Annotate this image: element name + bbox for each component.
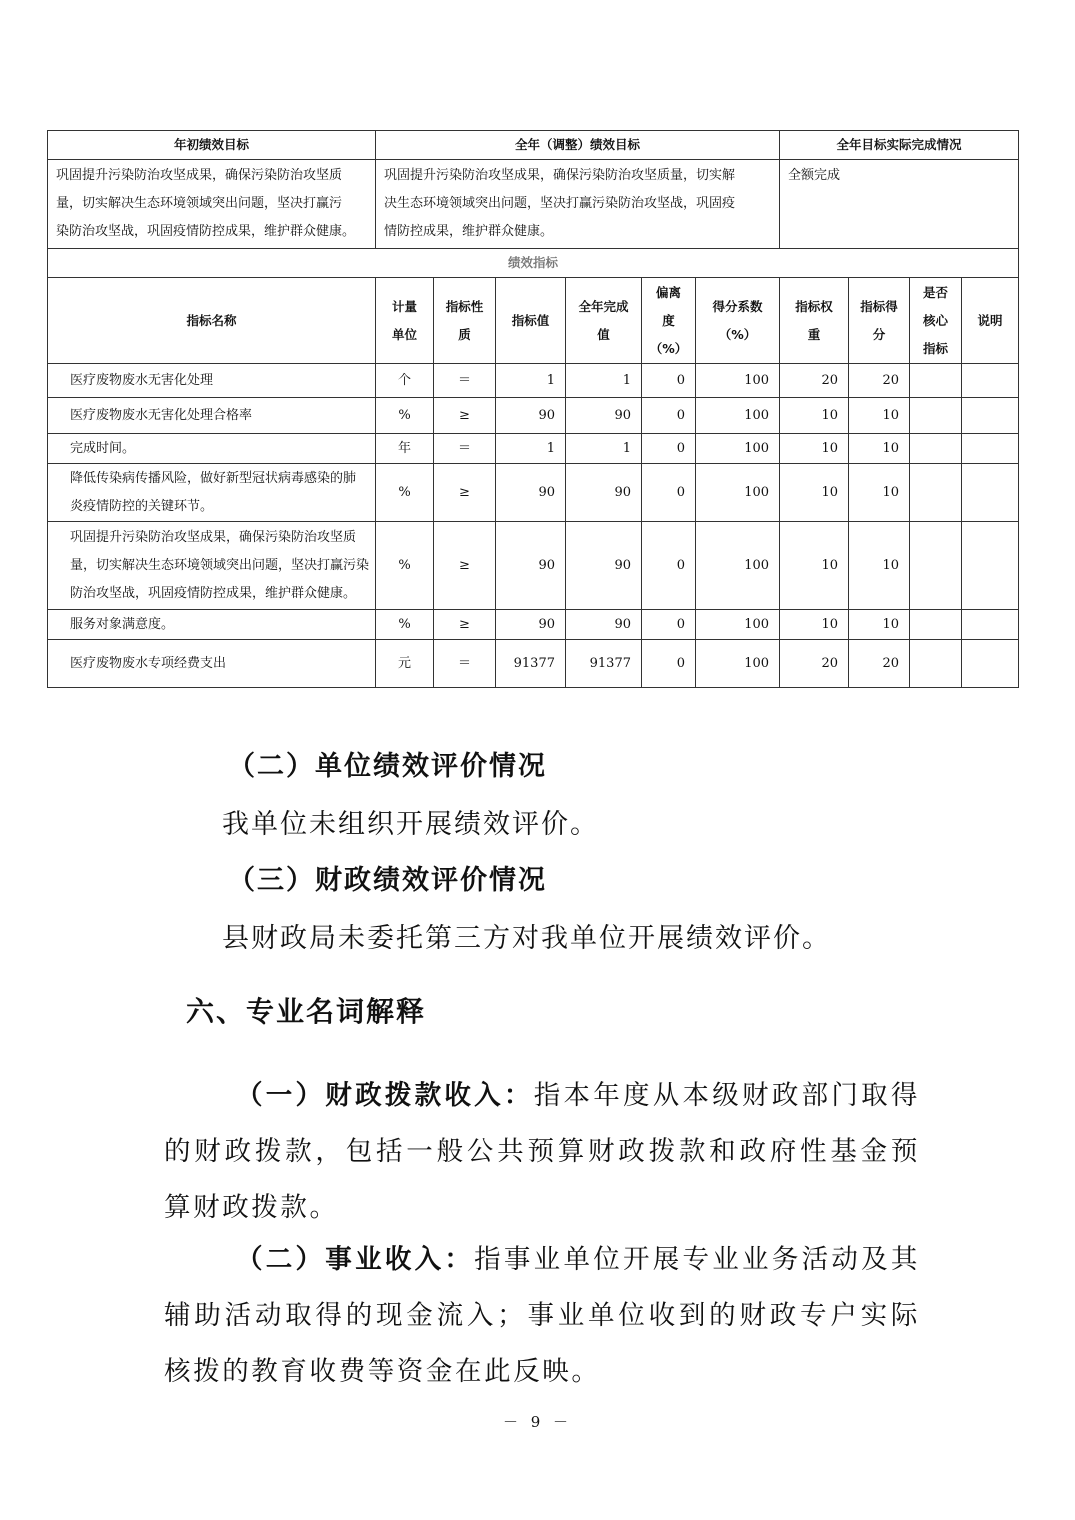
cell-weight: 10: [780, 610, 849, 640]
cell-completed: 90: [566, 464, 642, 522]
cell-weight: 10: [780, 434, 849, 464]
term1-text: 指本年度从本级财政部门取得的财政拨款，包括一般公共预算财政拨款和政府性基金预算财政拨款。: [164, 1080, 920, 1223]
cell-core: [910, 398, 962, 434]
col-name: 指标名称: [48, 278, 376, 364]
indicator-name: 巩固提升污染防治攻坚成果，确保污染防治攻坚质 量，切实解决生态环境领域突出问题，坚决打赢污染 防治攻坚战，巩固疫情防控成果，维护群众健康。: [48, 522, 376, 610]
cell-unit: %: [376, 398, 434, 434]
cell-unit: %: [376, 522, 434, 610]
cell-coef: 100: [696, 434, 780, 464]
cell-score: 10: [849, 464, 910, 522]
col-coef: 得分系数 （%）: [696, 278, 780, 364]
indicator-name: 完成时间。: [48, 434, 376, 464]
cell-deviation: 0: [642, 364, 696, 398]
cell-core: [910, 434, 962, 464]
cell-deviation: 0: [642, 398, 696, 434]
cell-value: 90: [496, 398, 566, 434]
initial-goal-line: 量，切实解决生态环境领域突出问题，坚决打赢污: [56, 196, 343, 211]
initial-goal-line: 染防治攻坚战，巩固疫情防控成果，维护群众健康。: [56, 224, 356, 239]
adjusted-goal-line: 决生态环境领域突出问题，坚决打赢污染防治攻坚战，巩固疫: [384, 196, 736, 211]
table-row: [48, 364, 1019, 398]
cell-score: 10: [849, 522, 910, 610]
cell-value: 1: [496, 364, 566, 398]
cell-nature: ≥: [434, 464, 496, 522]
cell-score: 20: [849, 640, 910, 688]
cell-deviation: 0: [642, 434, 696, 464]
cell-note: [962, 434, 1019, 464]
indicator-name: 医疗废物废水无害化处理: [48, 364, 376, 398]
cell-value: 90: [496, 522, 566, 610]
header-actual: 全年目标实际完成情况: [780, 131, 1019, 160]
cell-deviation: 0: [642, 610, 696, 640]
cell-score: 20: [849, 364, 910, 398]
cell-unit: %: [376, 610, 434, 640]
cell-completed: 1: [566, 434, 642, 464]
cell-completed: 90: [566, 522, 642, 610]
cell-unit: 元: [376, 640, 434, 688]
cell-note: [962, 364, 1019, 398]
table-row: [48, 464, 1019, 522]
cell-unit: %: [376, 464, 434, 522]
col-nature: 指标性 质: [434, 278, 496, 364]
term2-lead: （二）事业收入：: [236, 1244, 475, 1275]
cell-deviation: 0: [642, 464, 696, 522]
cell-score: 10: [849, 610, 910, 640]
cell-deviation: 0: [642, 640, 696, 688]
cell-completed: 91377: [566, 640, 642, 688]
table-row: [48, 610, 1019, 640]
actual-text: 全额完成: [788, 168, 841, 183]
initial-goal-line: 巩固提升污染防治攻坚成果，确保污染防治攻坚质: [56, 168, 343, 183]
cell-note: [962, 464, 1019, 522]
col-value: 指标值: [496, 278, 566, 364]
initial-goal-cell: [48, 160, 376, 249]
cell-completed: 90: [566, 398, 642, 434]
cell-core: [910, 522, 962, 610]
finance-eval-heading: （三）财政绩效评价情况: [228, 865, 547, 896]
cell-weight: 20: [780, 364, 849, 398]
cell-core: [910, 610, 962, 640]
cell-unit: 年: [376, 434, 434, 464]
col-note: 说明: [962, 278, 1019, 364]
page-number: － 9 －: [502, 1413, 573, 1431]
cell-value: 1: [496, 434, 566, 464]
col-core: 是否 核心 指标: [910, 278, 962, 364]
table-row: [48, 640, 1019, 688]
cell-core: [910, 464, 962, 522]
cell-value: 90: [496, 464, 566, 522]
cell-nature: ≥: [434, 398, 496, 434]
cell-note: [962, 398, 1019, 434]
table-row: [48, 522, 1019, 610]
cell-deviation: 0: [642, 522, 696, 610]
cell-score: 10: [849, 398, 910, 434]
table-row: [48, 434, 1019, 464]
actual-cell: [780, 160, 1019, 249]
cell-coef: 100: [696, 398, 780, 434]
indicator-rows: [48, 364, 1019, 688]
cell-weight: 10: [780, 464, 849, 522]
col-completed: 全年完成 值: [566, 278, 642, 364]
unit-eval-text: 我单位未组织开展绩效评价。: [222, 809, 599, 840]
header-adjusted-goal: 全年（调整）绩效目标: [376, 131, 780, 160]
cell-coef: 100: [696, 364, 780, 398]
term2-text: 指事业单位开展专业业务活动及其辅助活动取得的现金流入；事业单位收到的财政专户实际核拨的教育收费等资金在此反映。: [164, 1244, 920, 1387]
cell-note: [962, 522, 1019, 610]
section-label: 绩效指标: [48, 249, 1019, 278]
col-score: 指标得 分: [849, 278, 910, 364]
cell-nature: ＝: [434, 640, 496, 688]
indicator-name: 医疗废物废水专项经费支出: [48, 640, 376, 688]
cell-coef: 100: [696, 522, 780, 610]
cell-nature: ≥: [434, 610, 496, 640]
glossary-heading: 六、专业名词解释: [186, 995, 427, 1028]
finance-eval-text: 县财政局未委托第三方对我单位开展绩效评价。: [222, 923, 831, 954]
cell-completed: 1: [566, 364, 642, 398]
term1-lead: （一）财政拨款收入：: [236, 1080, 534, 1111]
cell-completed: 90: [566, 610, 642, 640]
indicator-name: 服务对象满意度。: [48, 610, 376, 640]
unit-eval-heading: （二）单位绩效评价情况: [228, 751, 547, 782]
adjusted-goal-line: 情防控成果，维护群众健康。: [384, 224, 554, 239]
cell-nature: ＝: [434, 364, 496, 398]
term2-paragraph: [164, 1232, 920, 1400]
cell-coef: 100: [696, 464, 780, 522]
performance-table: [47, 130, 1019, 688]
cell-coef: 100: [696, 640, 780, 688]
cell-weight: 20: [780, 640, 849, 688]
cell-core: [910, 364, 962, 398]
cell-nature: ≥: [434, 522, 496, 610]
header-initial-goal: 年初绩效目标: [48, 131, 376, 160]
col-deviation: 偏离 度 （%）: [642, 278, 696, 364]
cell-score: 10: [849, 434, 910, 464]
indicator-name: 降低传染病传播风险，做好新型冠状病毒感染的肺 炎疫情防控的关键环节。: [48, 464, 376, 522]
table-row: [48, 398, 1019, 434]
cell-coef: 100: [696, 610, 780, 640]
indicator-name: 医疗废物废水无害化处理合格率: [48, 398, 376, 434]
cell-note: [962, 610, 1019, 640]
cell-weight: 10: [780, 522, 849, 610]
cell-value: 91377: [496, 640, 566, 688]
adjusted-goal-line: 巩固提升污染防治攻坚成果，确保污染防治攻坚质量，切实解: [384, 168, 736, 183]
adjusted-goal-cell: [376, 160, 780, 249]
term1-paragraph: [164, 1068, 920, 1236]
col-weight: 指标权 重: [780, 278, 849, 364]
cell-value: 90: [496, 610, 566, 640]
cell-nature: ＝: [434, 434, 496, 464]
cell-core: [910, 640, 962, 688]
col-unit: 计量 单位: [376, 278, 434, 364]
cell-unit: 个: [376, 364, 434, 398]
cell-weight: 10: [780, 398, 849, 434]
cell-note: [962, 640, 1019, 688]
